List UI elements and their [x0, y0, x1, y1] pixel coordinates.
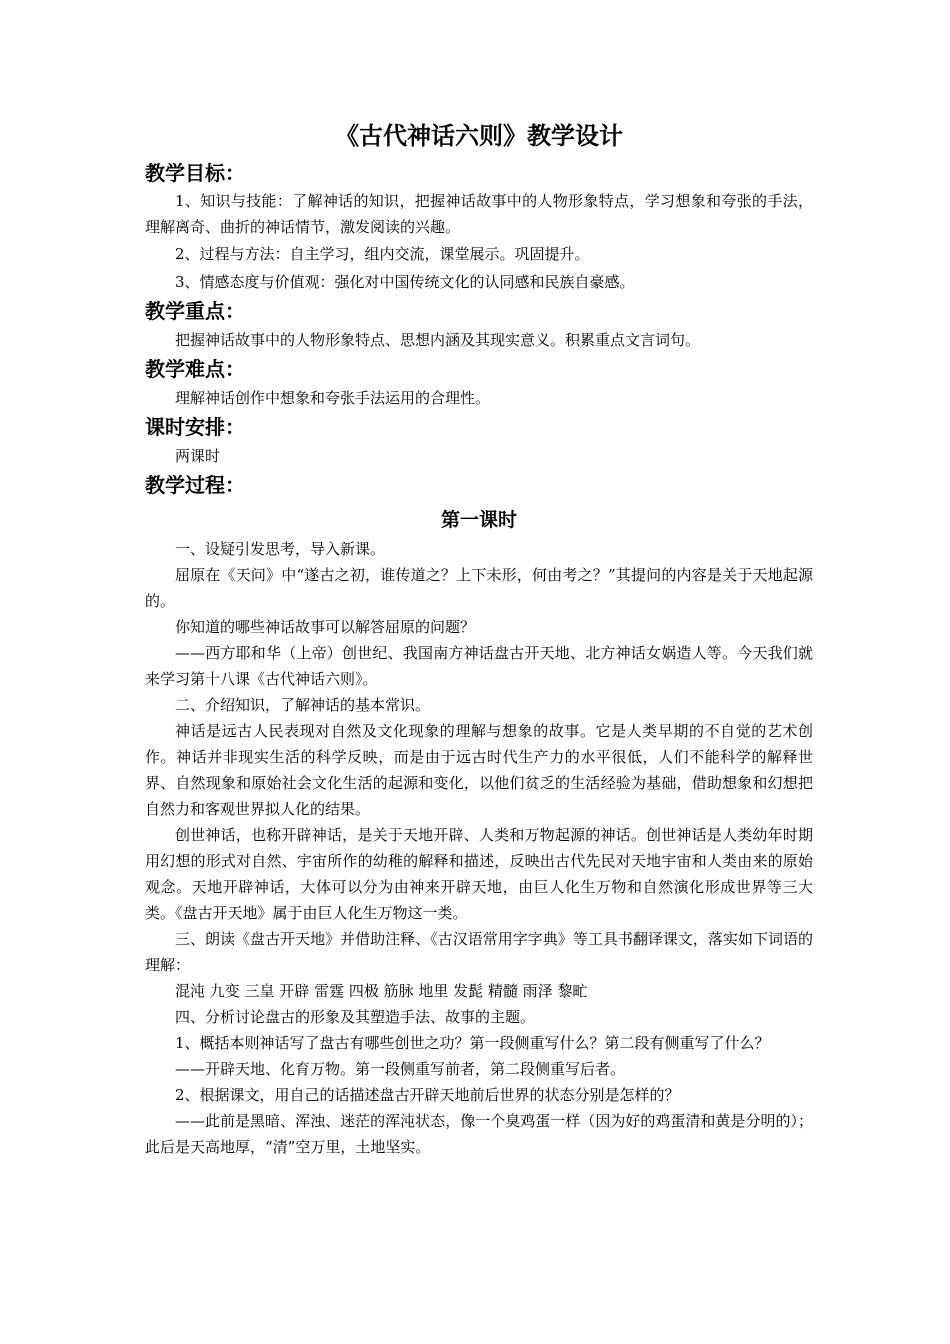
process-paragraph: ——此前是黑暗、浑浊、迷茫的浑沌状态，像一个臭鸡蛋一样（因为好的鸡蛋清和黄是分明的）；此后是天高地厚，“清”空万里，土地坚实。: [145, 1112, 813, 1156]
process-paragraph: 屈原在《天问》中“遂古之初，谁传道之？上下未形，何由考之？”其提问的内容是关于天地起源的。: [145, 566, 813, 610]
process-paragraph: 2、根据课文，用自己的话描述盘古开辟天地前后世界的状态分别是怎样的？: [175, 1086, 680, 1104]
process-paragraph: 神话是远古人民表现对自然及文化现象的理解与想象的故事。它是人类早期的不自觉的艺术创作。神话并非现实生活的科学反映，而是由于远古时代生产力的水平很低，人们不能科学的解释世界、自然现象和原始社会文化生活的起源和变化，以他们贫乏的生活经验为基础，借助想象和幻想把自然力和客观世界拟人化的结果。: [145, 722, 813, 818]
objective-item: 3、情感态度与价值观：强化对中国传统文化的认同感和民族自豪感。: [175, 273, 635, 291]
process-paragraph: 创世神话，也称开辟神话，是关于天地开辟、人类和万物起源的神话。创世神话是人类幼年时期用幻想的形式对自然、宇宙所作的幼稚的解释和描述，反映出古代先民对天地宇宙和人类由来的原始观念。天地开辟神话，大体可以分为由神来开辟天地，由巨人化生万物和自然演化形成世界等三大类。《盘古开天地》属于由巨人化生万物这一类。: [145, 826, 813, 922]
process-paragraph: ——西方耶和华（上帝）创世纪、我国南方神话盘古开天地、北方神话女娲造人等。今天我们就来学习第十八课《古代神话六则》。: [145, 644, 813, 688]
difficulties-heading: 教学难点：: [145, 357, 245, 381]
key-points-heading: 教学重点：: [145, 299, 245, 323]
lesson-title: 第一课时: [440, 509, 517, 531]
process-paragraph: 三、朗读《盘古开天地》并借助注释、《古汉语常用字字典》等工具书翻译课文，落实如下词语的理解：: [145, 930, 813, 974]
objective-item: 2、过程与方法：自主学习，组内交流，课堂展示。巩固提升。: [175, 245, 590, 263]
difficulties-text: 理解神话创作中想象和夸张手法运用的合理性。: [175, 389, 491, 407]
objectives-heading: 教学目标：: [145, 161, 245, 185]
schedule-text: 两课时: [175, 447, 221, 465]
process-paragraph: 四、分析讨论盘古的形象及其塑造手法、故事的主题。: [175, 1008, 536, 1026]
schedule-heading: 课时安排：: [145, 415, 245, 439]
process-paragraph: 一、设疑引发思考，导入新课。: [175, 540, 386, 558]
process-paragraph: 你知道的哪些神话故事可以解答屈原的问题？: [175, 618, 476, 636]
process-paragraph: 二、介绍知识，了解神话的基本常识。: [175, 696, 431, 714]
process-paragraph: ——开辟天地、化育万物。第一段侧重写前者，第二段侧重写后者。: [175, 1060, 626, 1078]
vocabulary-list: 混沌 九变 三皇 开辟 雷霆 四极 筋脉 地里 发髭 精髓 雨泽 黎甿: [175, 982, 588, 1000]
process-heading: 教学过程：: [145, 473, 245, 497]
document-page: [145, 118, 813, 1160]
key-points-text: 把握神话故事中的人物形象特点、思想内涵及其现实意义。积累重点文言词句。: [175, 331, 701, 349]
document-title: 《古代神话六则》教学设计: [335, 122, 623, 150]
objective-item: 1、知识与技能：了解神话的知识，把握神话故事中的人物形象特点，学习想象和夸张的手法，理解离奇、曲折的神话情节，激发阅读的兴趣。: [145, 192, 813, 236]
process-paragraph: 1、概括本则神话写了盘古有哪些创世之功？第一段侧重写什么？第二段有侧重写了什么？: [175, 1034, 770, 1052]
